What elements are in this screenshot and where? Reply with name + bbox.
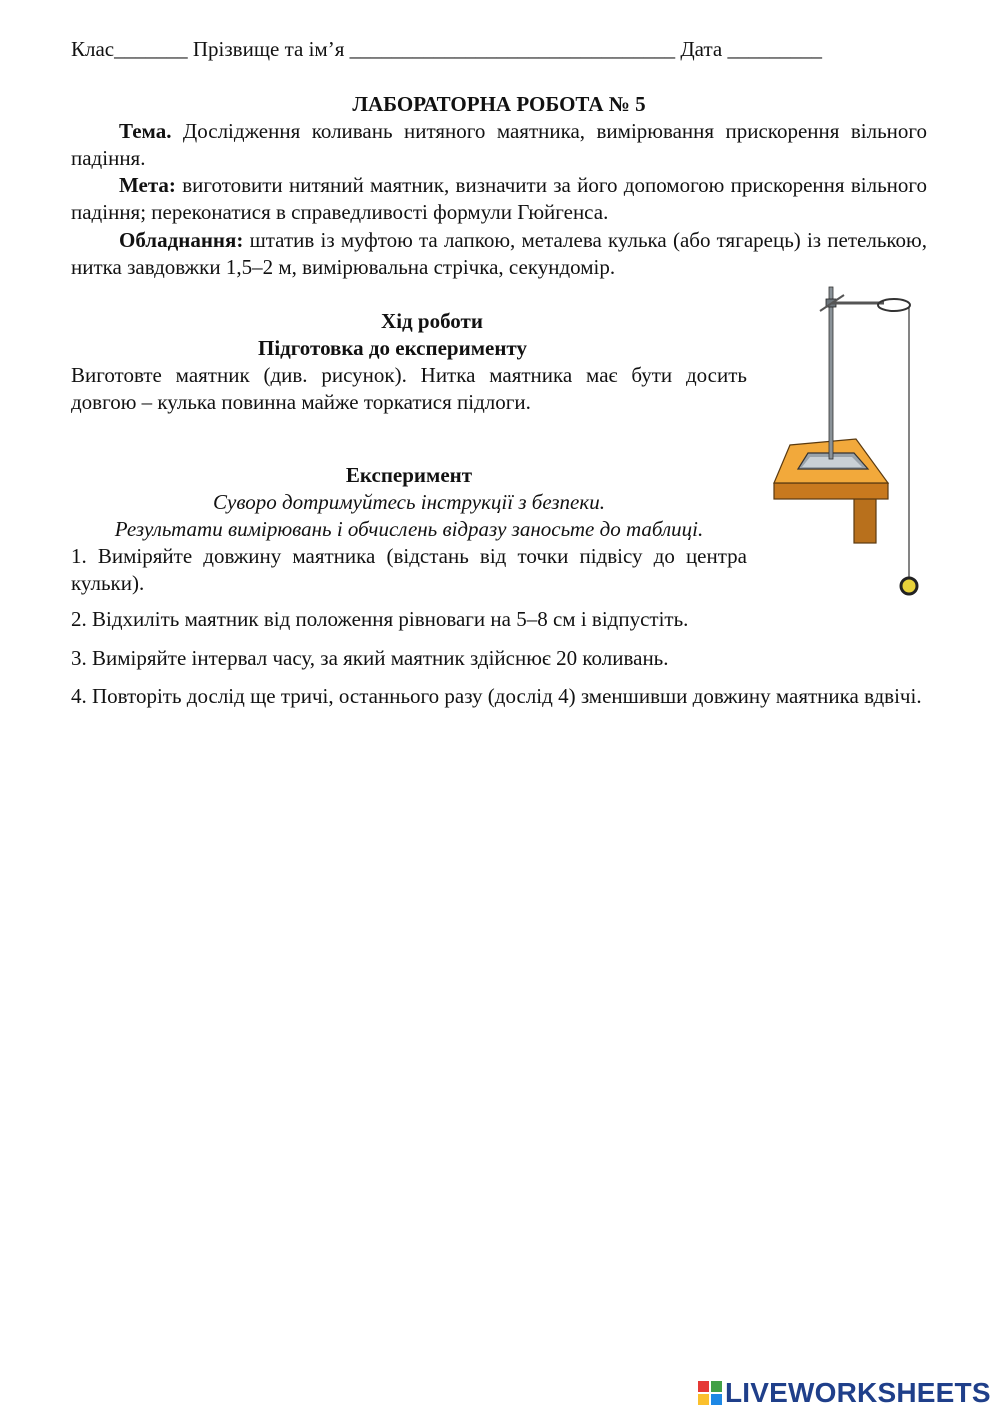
topic-label: Тема. [119, 119, 172, 143]
topic-paragraph [71, 118, 927, 172]
step-3: 3. Виміряйте інтервал часу, за який маятник здійснює 20 коливань. [71, 646, 669, 670]
liveworksheets-logo [698, 1378, 991, 1408]
pendulum-ball [901, 578, 917, 594]
equipment-paragraph [71, 227, 927, 281]
step-4: 4. Повторіть дослід ще тричі, останнього разу (дослід 4) зменшивши довжину маятника вдвічі. [71, 684, 922, 708]
equipment-text: штатив із муфтою та лапкою, металева кулька (або тягарець) із петелькою, нитка завдовжки 1,5–2 м, вимірювальна стрічка, секундомір. [71, 228, 927, 279]
goal-label: Мета: [119, 173, 176, 197]
step-2: 2. Відхиліть маятник від положення рівноваги на 5–8 см і відпустіть. [71, 607, 689, 631]
table-front [774, 483, 888, 499]
results-note: Результати вимірювань і обчислень відразу заносьте до таблиці. [114, 517, 704, 541]
safety-note: Суворо дотримуйтесь інструкції з безпеки. [213, 490, 605, 514]
clamp-ring [878, 299, 910, 311]
table-leg [854, 498, 876, 543]
experiment-heading: Експеримент [345, 463, 473, 487]
goal-text: виготовити нитяний маятник, визначити за його допомогою прискорення вільного падіння; переконатися в справедливості формули Гюйгенса. [71, 173, 927, 224]
lab-title: ЛАБОРАТОРНА РОБОТА № 5 [352, 92, 646, 116]
step-1: 1. Виміряйте довжину маятника (відстань від точки підвісу до центра кульки). [71, 544, 747, 595]
goal-paragraph [71, 172, 927, 226]
topic-text: Дослідження коливань нитяного маятника, вимірювання прискорення вільного падіння. [71, 119, 927, 170]
procedure-heading: Хід роботи [381, 309, 483, 333]
logo-blocks-icon [698, 1381, 722, 1405]
pendulum-illustration [768, 283, 928, 603]
logo-text: LIVEWORKSHEETS [725, 1377, 991, 1408]
stand-rod [829, 287, 833, 459]
preparation-heading: Підготовка до експерименту [258, 336, 527, 360]
student-info-line: Клас_______ Прізвище та ім’я _______________________________ Дата _________ [71, 37, 822, 61]
equipment-label: Обладнання: [119, 228, 244, 252]
preparation-text: Виготовте маятник (див. рисунок). Нитка маятника має бути досить довгою – кулька повинна майже торкатися підлоги. [71, 363, 747, 414]
